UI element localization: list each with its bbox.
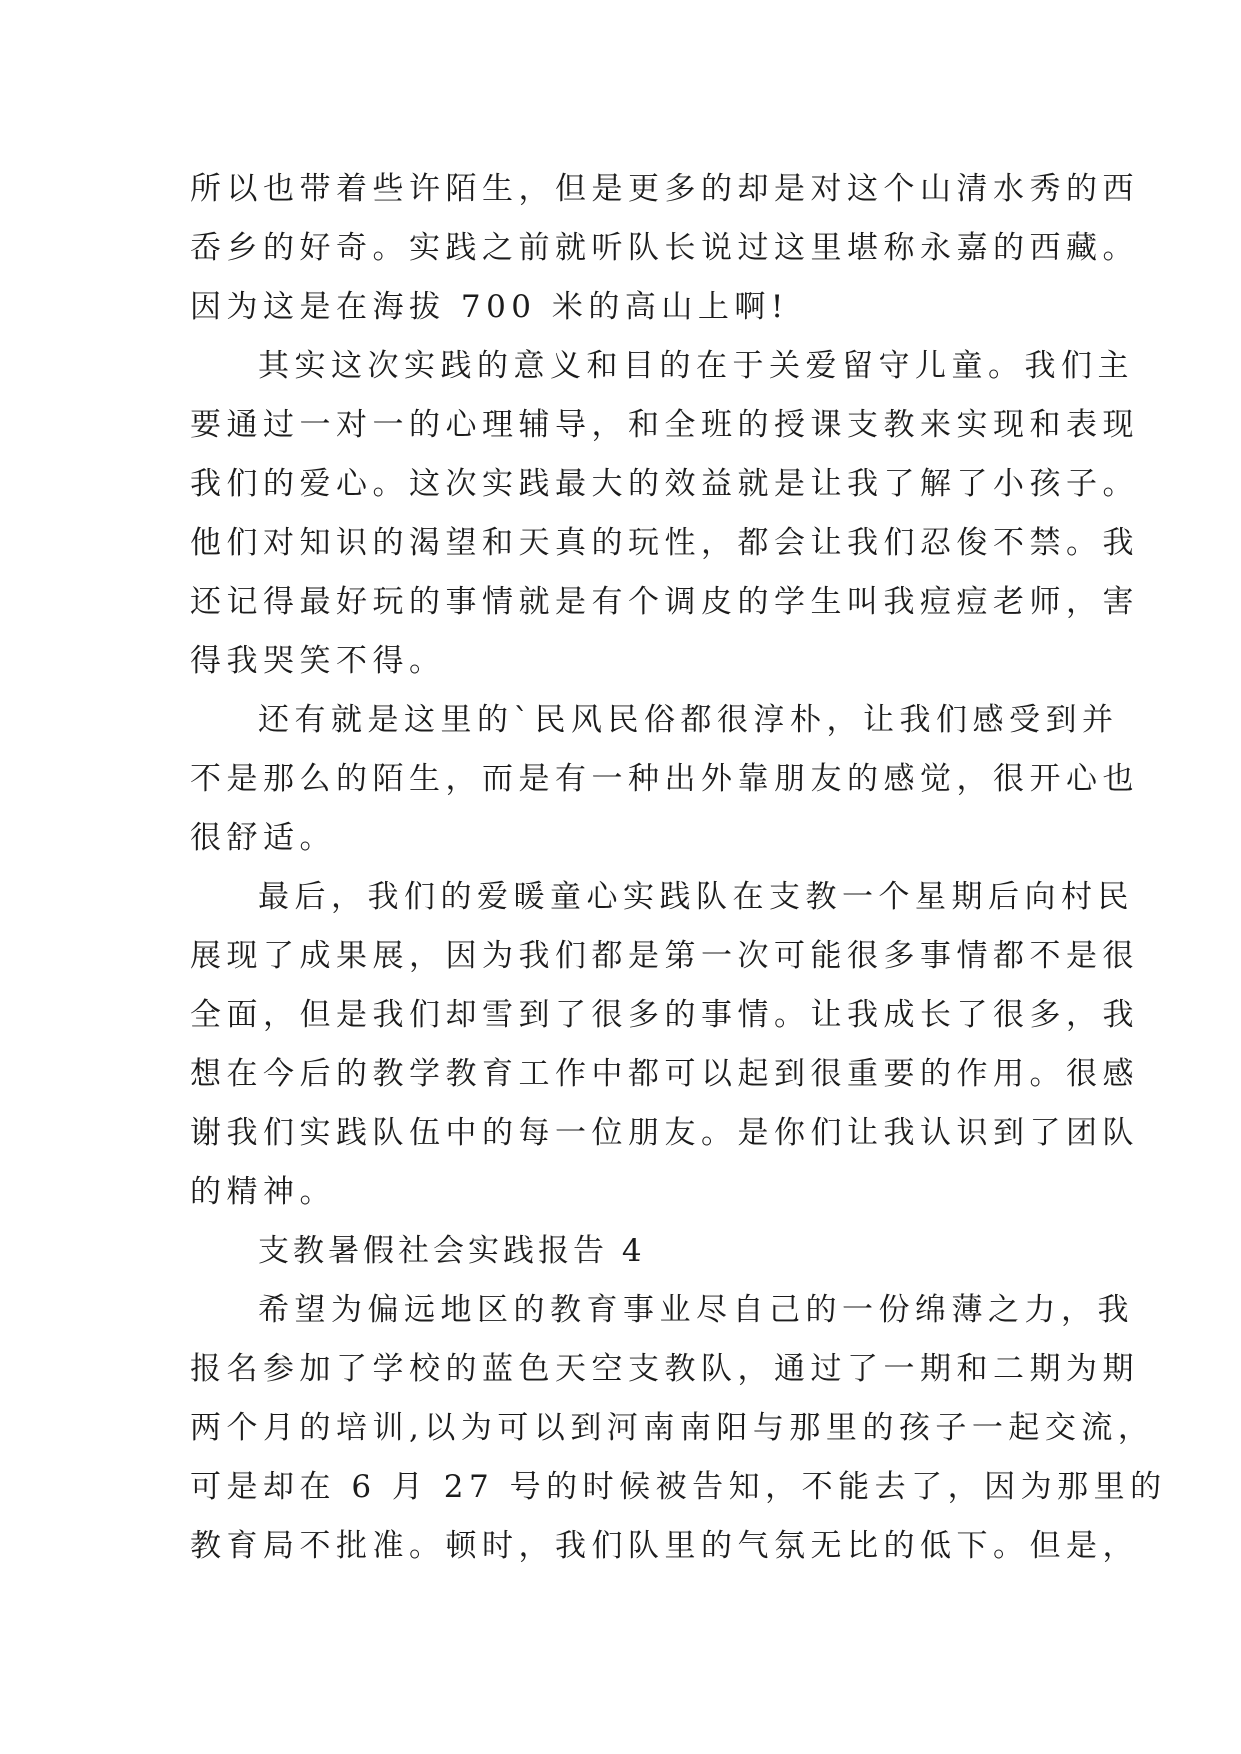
- text-line: 岙乡的好奇。实践之前就听队长说过这里堪称永嘉的西藏。: [190, 230, 1139, 266]
- paragraph-start-line: 希望为偏远地区的教育事业尽自己的一份绵薄之力，我: [258, 1292, 1134, 1328]
- text-line: 因为这是在海拔 700 米的高山上啊!: [190, 289, 789, 325]
- text-line: 得我哭笑不得。: [190, 643, 446, 679]
- text-line: 我们的爱心。这次实践最大的效益就是让我了解了小孩子。: [190, 466, 1139, 502]
- text-line: 教育局不批准。顿时，我们队里的气氛无比的低下。但是，: [190, 1528, 1139, 1564]
- text-line: 报名参加了学校的蓝色天空支教队，通过了一期和二期为期: [190, 1351, 1139, 1387]
- document-body: [190, 160, 1167, 1576]
- section-heading: 支教暑假社会实践报告 4: [258, 1233, 646, 1269]
- paragraph-start-line: 最后，我们的爱暖童心实践队在支教一个星期后向村民: [258, 879, 1134, 915]
- text-line: 他们对知识的渴望和天真的玩性，都会让我们忍俊不禁。我: [190, 525, 1139, 561]
- text-line: 全面，但是我们却雪到了很多的事情。让我成长了很多，我: [190, 997, 1139, 1033]
- text-line: 两个月的培训,以为可以到河南南阳与那里的孩子一起交流，: [190, 1410, 1155, 1446]
- text-line: 要通过一对一的心理辅导，和全班的授课支教来实现和表现: [190, 407, 1139, 443]
- text-line: 不是那么的陌生，而是有一种出外靠朋友的感觉，很开心也: [190, 761, 1139, 797]
- paragraph-start-line: 还有就是这里的`民风民俗都很淳朴，让我们感受到并: [258, 702, 1119, 738]
- text-line: 想在今后的教学教育工作中都可以起到很重要的作用。很感: [190, 1056, 1139, 1092]
- text-line: 可是却在 6 月 27 号的时候被告知，不能去了，因为那里的: [190, 1469, 1167, 1505]
- text-line: 的精神。: [190, 1174, 336, 1210]
- text-line: 很舒适。: [190, 820, 336, 856]
- text-line: 谢我们实践队伍中的每一位朋友。是你们让我认识到了团队: [190, 1115, 1139, 1151]
- text-line: 展现了成果展，因为我们都是第一次可能很多事情都不是很: [190, 938, 1139, 974]
- paragraph-start-line: 其实这次实践的意义和目的在于关爱留守儿童。我们主: [258, 348, 1134, 384]
- text-line: 还记得最好玩的事情就是有个调皮的学生叫我痘痘老师，害: [190, 584, 1139, 620]
- text-line: 所以也带着些许陌生，但是更多的却是对这个山清水秀的西: [190, 171, 1139, 207]
